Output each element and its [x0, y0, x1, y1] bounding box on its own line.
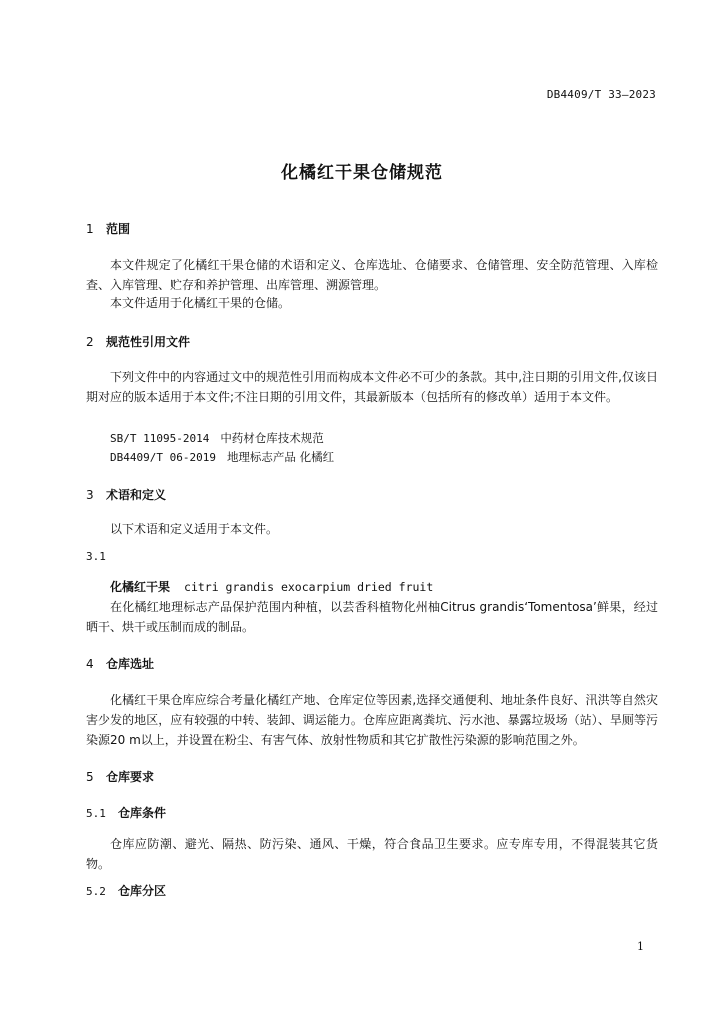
subsection-number: 5.1 — [86, 807, 106, 820]
section-4-paragraph-1: 化橘红干果仓库应综合考量化橘红产地、仓库定位等因素,选择交通便利、地址条件良好、汛洪等自然灾害少发的地区，应有较强的中转、装卸、调运能力。仓库应距离粪坑、污水池、暴露垃圾场（站）、旱厕等污染源20 m以上，并设置在粉尘、有害气体、放射性物质和其它扩散性污染源的影响范围之外。 — [86, 693, 658, 747]
section-title: 术语和定义 — [106, 488, 167, 502]
page-number: 1 — [637, 940, 644, 953]
subsection-5-1-paragraph: 仓库应防潮、避光、隔热、防污染、通风、干燥，符合食品卫生要求。应专库专用，不得混装其它货物。 — [86, 837, 658, 871]
section-1-paragraph-2: 本文件适用于化橘红干果的仓储。 — [110, 296, 291, 310]
term-entry — [110, 577, 433, 597]
section-2-paragraph-1: 下列文件中的内容通过文中的规范性引用而构成本文件必不可少的条款。其中,注日期的引用文件,仅该日期对应的版本适用于本文件;不注日期的引用文件，其最新版本（包括所有的修改单）适用于本文件。 — [86, 370, 658, 404]
section-number: 2 — [86, 335, 94, 349]
reference-item — [110, 428, 324, 449]
subsection-5-1-heading — [86, 804, 166, 821]
reference-code: SB/T 11095-2014 — [110, 432, 210, 445]
reference-name: 中药材仓库技术规范 — [220, 431, 324, 445]
term-chinese: 化橘红干果 — [110, 580, 171, 594]
section-3-paragraph-1: 以下术语和定义适用于本文件。 — [110, 522, 279, 536]
section-1-heading — [86, 220, 130, 237]
reference-code: DB4409/T 06-2019 — [110, 451, 216, 464]
subsection-number: 5.2 — [86, 885, 106, 898]
subsection-5-2-heading — [86, 882, 166, 899]
section-3-heading — [86, 486, 166, 503]
section-4-heading — [86, 655, 154, 672]
subsection-3-1-number: 3.1 — [86, 550, 106, 563]
section-title: 范围 — [106, 222, 131, 236]
section-5-heading — [86, 768, 154, 785]
term-english: citri grandis exocarpium dried fruit — [184, 580, 434, 594]
page-title: 化橘红干果仓储规范 — [281, 163, 443, 183]
section-title: 仓库选址 — [106, 657, 155, 671]
document-number: DB4409/T 33—2023 — [546, 88, 656, 101]
section-number: 4 — [86, 657, 94, 671]
reference-name: 地理标志产品 化橘红 — [226, 450, 335, 464]
section-1-paragraph-1: 本文件规定了化橘红干果仓储的术语和定义、仓库选址、仓储要求、仓储管理、安全防范管理、入库检查、入库管理、贮存和养护管理、出库管理、溯源管理。 — [86, 258, 658, 292]
subsection-title: 仓库分区 — [118, 884, 167, 898]
section-2-heading — [86, 333, 190, 350]
term-definition: 在化橘红地理标志产品保护范围内种植，以芸香科植物化州柚Citrus grandis‘Tomentosa’鲜果，经过晒干、烘干或压制而成的制品。 — [86, 600, 658, 634]
section-number: 1 — [86, 222, 94, 236]
section-number: 3 — [86, 488, 94, 502]
section-number: 5 — [86, 770, 94, 784]
section-title: 仓库要求 — [106, 770, 155, 784]
reference-item — [110, 447, 334, 468]
subsection-title: 仓库条件 — [118, 806, 167, 820]
section-title: 规范性引用文件 — [106, 335, 191, 349]
